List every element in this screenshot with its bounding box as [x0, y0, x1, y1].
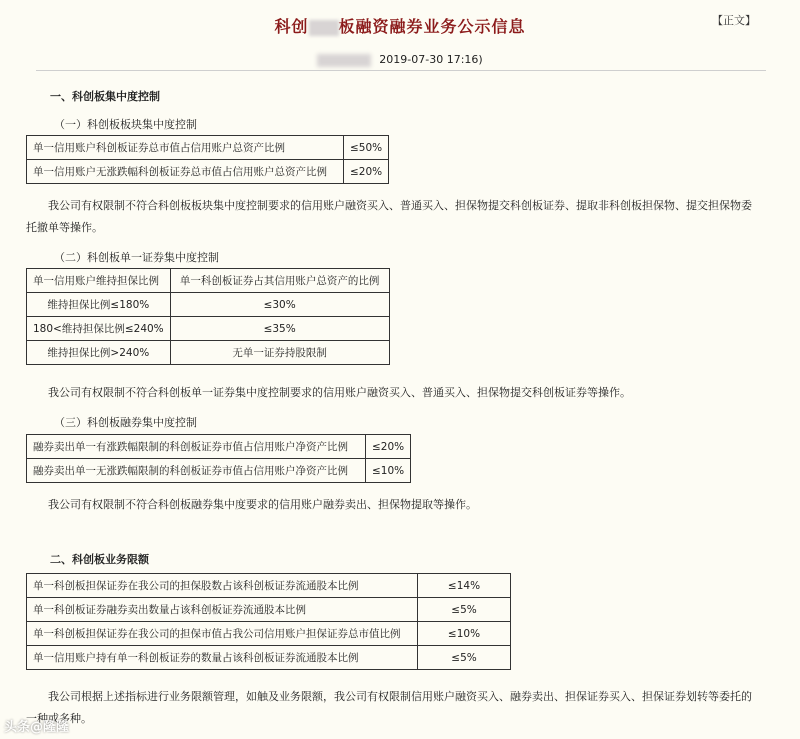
table-cell: 融券卖出单一无涨跌幅限制的科创板证券市值占信用账户净资产比例 — [27, 459, 366, 483]
table-cell: ≤35% — [170, 317, 389, 341]
publish-date: 2019-07-30 17:16) — [379, 53, 483, 66]
redacted-blur — [309, 20, 339, 36]
table-cell: ≤10% — [418, 622, 511, 646]
table-cell: ≤14% — [418, 574, 511, 598]
table-row — [27, 341, 390, 365]
table-cell: 单一科创板担保证券在我公司的担保市值占我公司信用账户担保证券总市值比例 — [27, 622, 418, 646]
limits-table — [26, 573, 511, 670]
table-row — [27, 622, 511, 646]
zhengwen-label[interactable]: 【正文】 — [712, 14, 756, 27]
sub3-title: （三）科创板融券集中度控制 — [54, 416, 197, 429]
sub1-title: （一）科创板板块集中度控制 — [54, 118, 197, 131]
table-cell: ≤5% — [418, 598, 511, 622]
sub3-paragraph: 我公司有权限制不符合科创板融券集中度要求的信用账户融券卖出、担保物提取等操作。 — [48, 498, 477, 511]
table-cell: 单一信用账户科创板证券总市值占信用账户总资产比例 — [27, 136, 344, 160]
table-row — [27, 598, 511, 622]
table-cell: 维持担保比例>240% — [27, 341, 171, 365]
table-row — [27, 136, 389, 160]
sub1-paragraph: 我公司有权限制不符合科创板板块集中度控制要求的信用账户融资买入、普通买入、担保物提交科创板证券、提取非科创板担保物、提交担保物委托撤单等操作。 — [26, 199, 752, 234]
table-row — [27, 435, 411, 459]
table-header-cell: 单一科创板证券占其信用账户总资产的比例 — [170, 269, 389, 293]
sub3-table — [26, 434, 411, 483]
table-cell: 单一科创板担保证券在我公司的担保股数占该科创板证券流通股本比例 — [27, 574, 418, 598]
section1-heading: 一、科创板集中度控制 — [50, 90, 160, 103]
sub2-table — [26, 268, 390, 365]
sub2-paragraph: 我公司有权限制不符合科创板单一证券集中度控制要求的信用账户融资买入、普通买入、担保物提交科创板证券等操作。 — [48, 386, 631, 399]
table-row — [27, 574, 511, 598]
table-row — [27, 160, 389, 184]
table-cell: ≤5% — [418, 646, 511, 670]
table-row — [27, 317, 390, 341]
watermark: 头条@隆隆 — [4, 720, 70, 735]
table-cell: 单一科创板证券融券卖出数量占该科创板证券流通股本比例 — [27, 598, 418, 622]
sub1-table — [26, 135, 389, 184]
section2-heading: 二、科创板业务限额 — [50, 553, 149, 566]
table-cell: ≤30% — [170, 293, 389, 317]
table-cell: 180<维持担保比例≤240% — [27, 317, 171, 341]
table-row — [27, 269, 390, 293]
table-cell: ≤20% — [366, 435, 411, 459]
document-title: 科创 板融资融券业务公示信息 — [274, 17, 526, 36]
table-cell: 无单一证券持股限制 — [170, 341, 389, 365]
redacted-source — [317, 54, 371, 67]
table-cell: ≤50% — [344, 136, 389, 160]
table-cell: 单一信用账户无涨跌幅科创板证券总市值占信用账户总资产比例 — [27, 160, 344, 184]
table-row — [27, 293, 390, 317]
table-cell: ≤10% — [366, 459, 411, 483]
meta-line — [0, 53, 800, 67]
sub2-title: （二）科创板单一证券集中度控制 — [54, 251, 219, 264]
table-cell: 维持担保比例≤180% — [27, 293, 171, 317]
table-row — [27, 646, 511, 670]
table-header-cell: 单一信用账户维持担保比例 — [27, 269, 171, 293]
table-cell: ≤20% — [344, 160, 389, 184]
table-cell: 单一信用账户持有单一科创板证券的数量占该科创板证券流通股本比例 — [27, 646, 418, 670]
table-row — [27, 459, 411, 483]
divider — [36, 70, 766, 71]
table-cell: 融券卖出单一有涨跌幅限制的科创板证券市值占信用账户净资产比例 — [27, 435, 366, 459]
section2-paragraph: 我公司根据上述指标进行业务限额管理，如触及业务限额，我公司有权限制信用账户融资买入、融券卖出、担保证券买入、担保证券划转等委托的一种或多种。 — [26, 690, 752, 725]
